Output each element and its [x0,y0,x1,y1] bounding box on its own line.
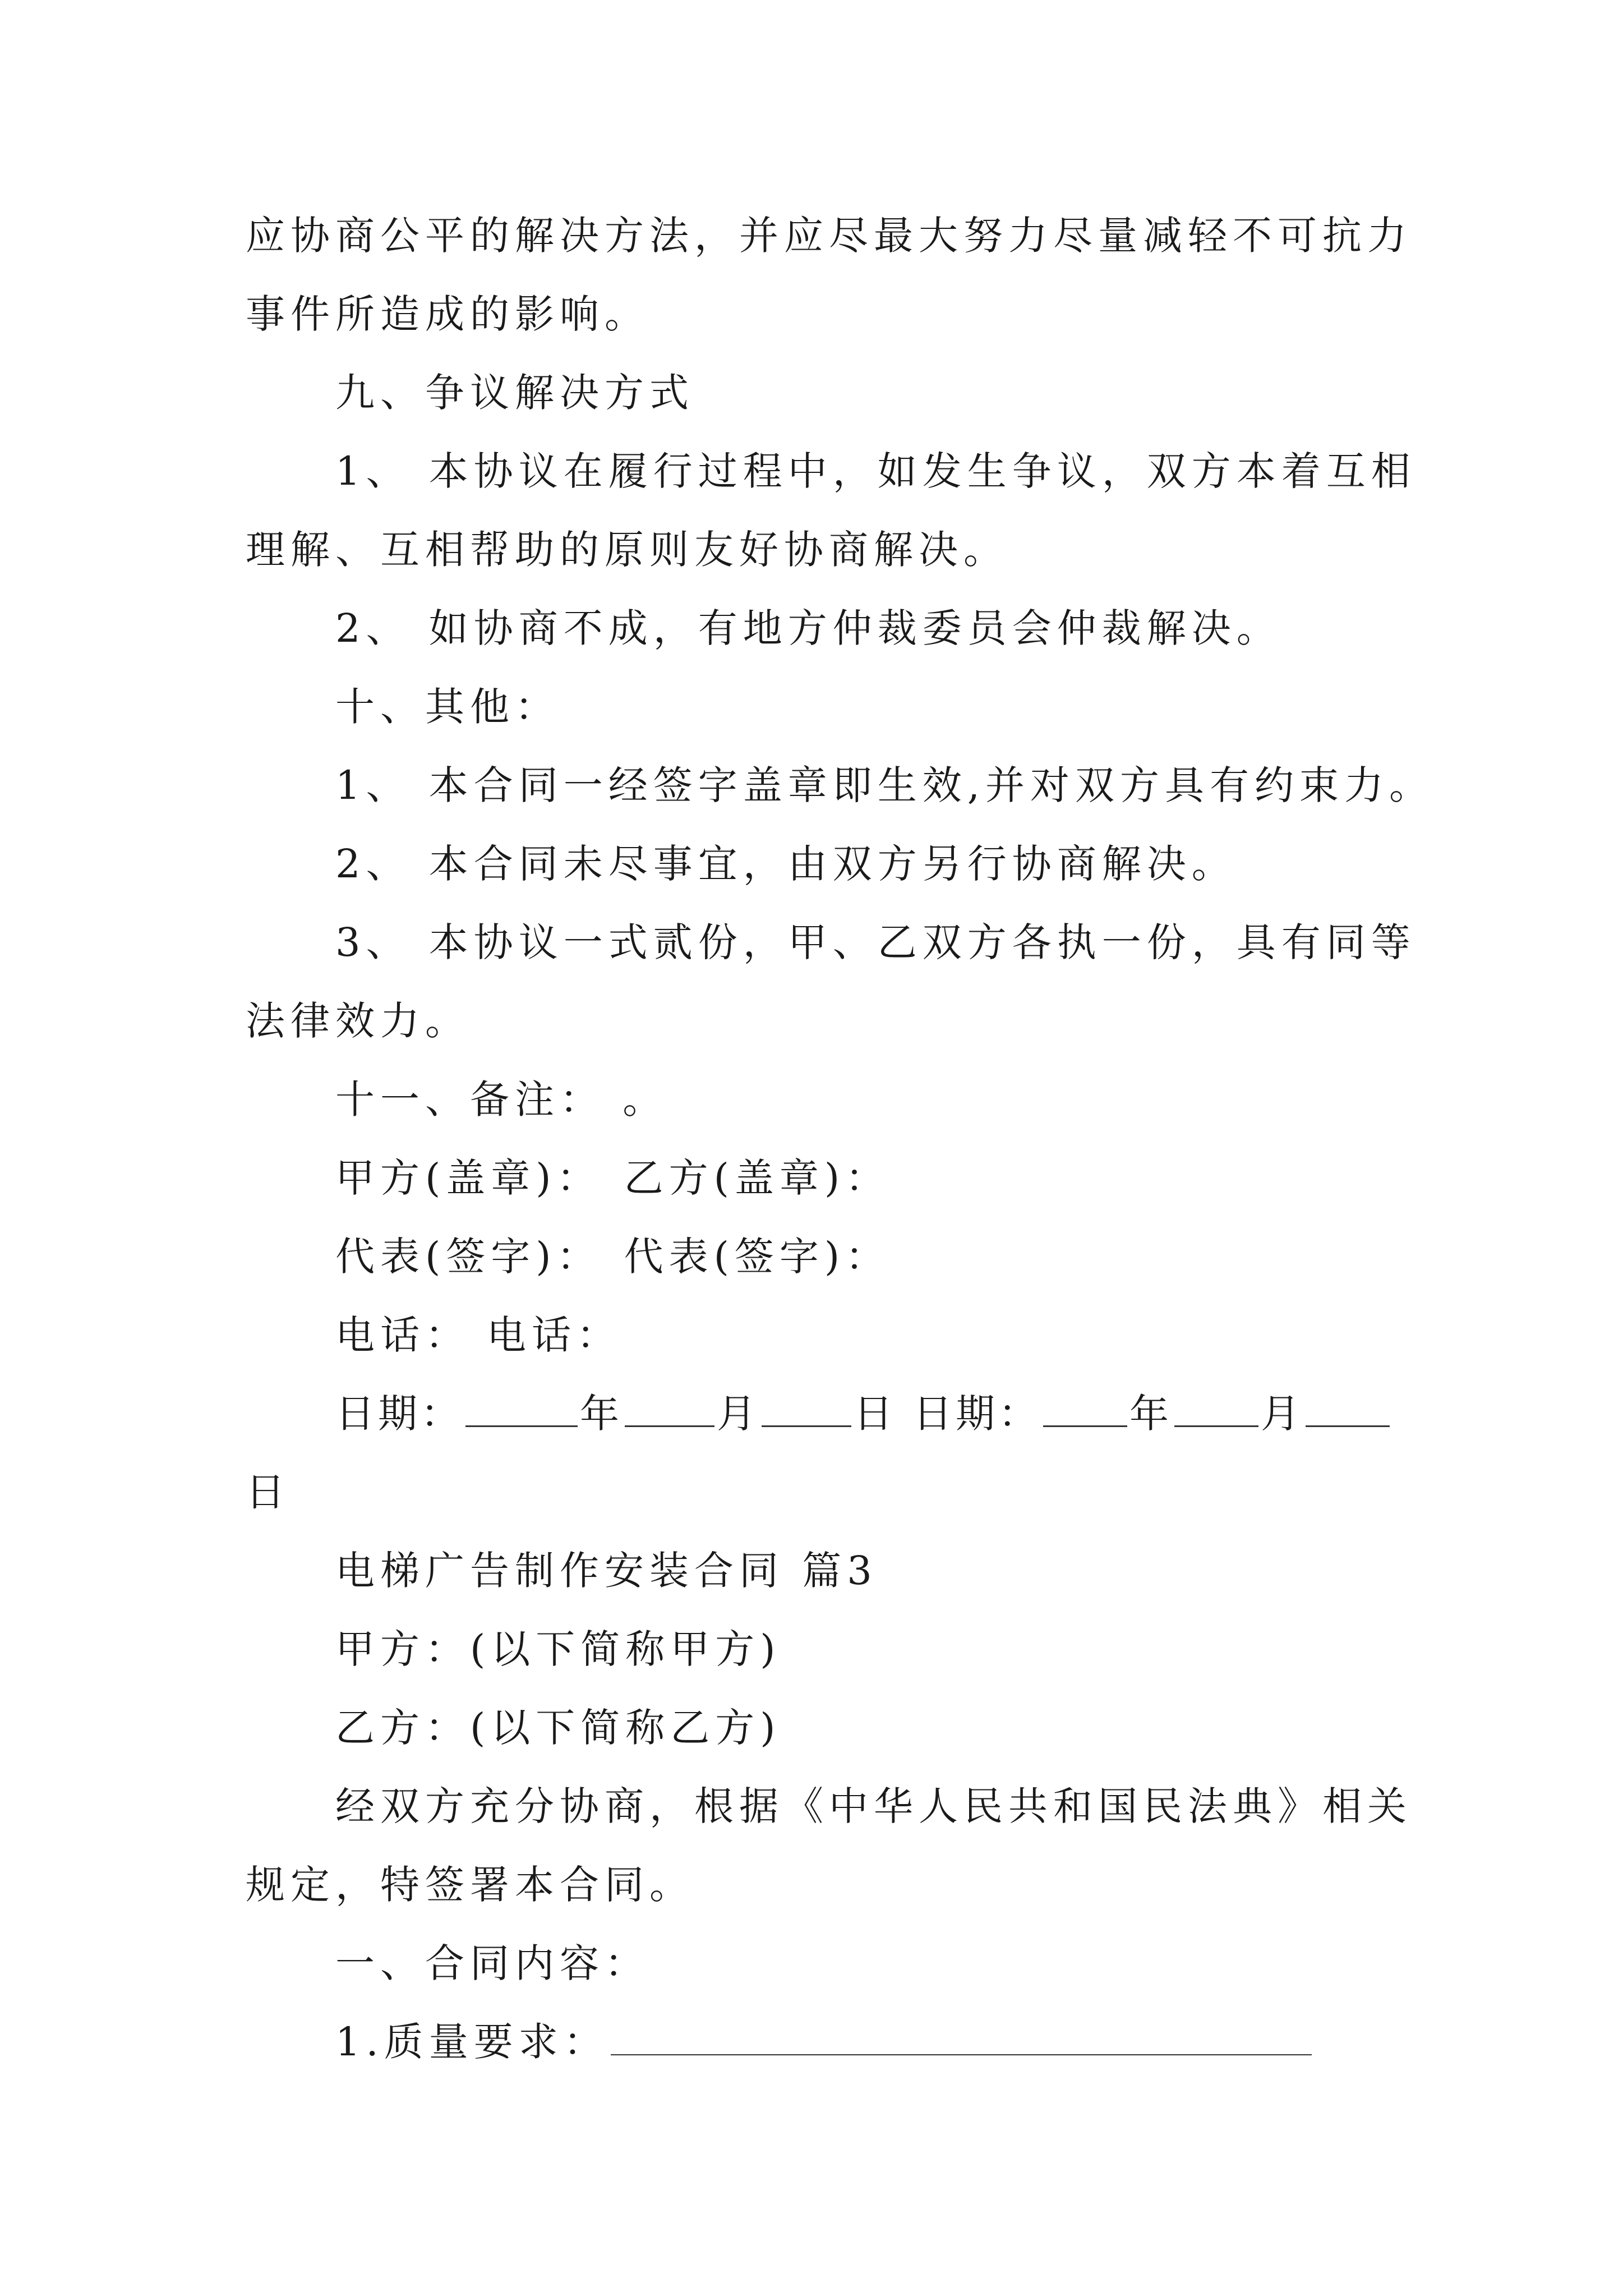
party-b-line: 乙方：(以下简称乙方) [335,1705,781,1751]
signature-line-phone [246,1296,1390,1374]
month-label: 月 [1261,1391,1303,1437]
signature-line-seal [246,1139,1390,1217]
paragraph-line: 2、 本合同未尽事宜，由双方另行协商解决。 [335,841,1237,887]
paragraph-line: 法律效力。 [246,998,470,1044]
party-a-phone-label: 电话： [335,1312,470,1358]
document-body [246,196,1435,2081]
signature-line-date [246,1374,1390,1453]
section-heading-dispute: 九、争议解决方式 [335,370,694,416]
paragraph-line: 应协商公平的解决方法，并应尽最大努力尽量减轻不可抗力 [246,213,1412,259]
party-a-representative-label: 代表(签字)： [335,1234,602,1280]
day-blank [1306,1381,1390,1427]
party-a-date-label: 日期： [335,1391,463,1437]
paragraph-line: 1、 本合同一经签字盖章即生效,并对双方具有约束力。 [335,762,1435,808]
section-heading-contract-content: 一、合同内容： [335,1940,649,1986]
paragraph-line: 日 [246,1469,291,1515]
party-a-seal-label: 甲方(盖章)： [335,1155,602,1201]
paragraph-line: 经双方充分协商，根据《中华人民共和国民法典》相关 [335,1783,1412,1829]
paragraph-line: 1、 本协议在履行过程中，如发生争议，双方本着互相 [335,448,1416,494]
quality-requirement-line [246,2003,1390,2081]
paragraph-line: 事件所造成的影响。 [246,291,649,337]
party-b-representative-label: 代表(签字)： [624,1234,891,1280]
party-b-date-label: 日期： [913,1391,1041,1437]
party-b-seal-label: 乙方(盖章)： [624,1155,891,1201]
paragraph-line: 3、 本协议一式贰份，甲、乙双方各执一份，具有同等 [335,919,1416,965]
month-label: 月 [717,1391,759,1437]
quality-requirement-blank [611,2009,1312,2055]
section-heading-other: 十、其他： [335,684,560,730]
paragraph-line: 2、 如协商不成，有地方仲裁委员会仲裁解决。 [335,605,1281,651]
paragraph-line: 规定，特签署本合同。 [246,1862,694,1908]
paragraph-line: 理解、互相帮助的原则友好协商解决。 [246,527,1008,573]
month-blank [625,1381,714,1427]
quality-requirement-label: 1.质量要求： [335,2019,608,2065]
party-a-line: 甲方：(以下简称甲方) [335,1626,781,1672]
day-label: 日 [854,1391,896,1437]
year-label: 年 [580,1391,623,1437]
year-label: 年 [1129,1391,1172,1437]
section-heading-remarks: 十一、备注： 。 [335,1076,668,1122]
month-blank [1174,1381,1258,1427]
signature-line-representative [246,1217,1390,1296]
year-blank [465,1381,578,1427]
year-blank [1043,1381,1127,1427]
party-b-phone-label: 电话： [487,1312,621,1358]
contract-title: 电梯广告制作安装合同 篇3 [335,1548,878,1594]
day-blank [762,1381,851,1427]
